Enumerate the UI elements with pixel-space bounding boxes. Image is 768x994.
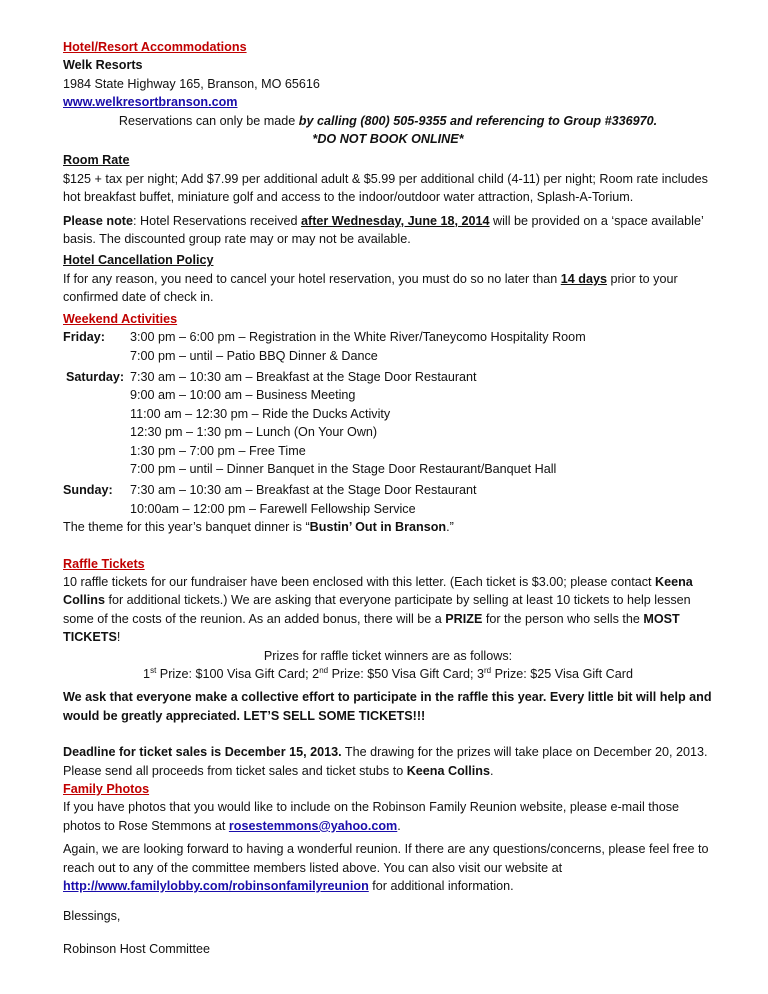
room-rate-text: $125 + tax per night; Add $7.99 per additional adult & $5.99 per additional child (4-11) per night; Room rate includes hot breakfast buffet, miniature golf and access to the indoor/outdoor water attraction, Splash-A-Torium. [63, 171, 708, 205]
note-date: after Wednesday, June 18, 2014 [301, 213, 490, 228]
raffle-text-c: for the person who sells the [482, 611, 644, 626]
activities-section [63, 310, 713, 537]
friday-items [130, 328, 713, 365]
email-link[interactable]: rosestemmons@yahoo.com [228, 818, 398, 833]
reservation-phone: by calling (800) 505-9355 and referencing to Group #336970. [298, 113, 658, 128]
hotel-name: Welk Resorts [63, 58, 143, 73]
prize2-text: Prize: $50 Visa Gift Card; [328, 667, 477, 681]
signoff-section [63, 907, 713, 958]
salutation: Blessings, [63, 909, 121, 924]
raffle-text-b: for additional tickets.) We are asking that everyone participate by selling at least 10 tickets to help lessen some of the costs of the reunion. As an added bonus, there will be a [63, 593, 691, 626]
photos-text-end: . [397, 818, 401, 833]
saturday-items [130, 368, 713, 478]
cancellation-heading: Hotel Cancellation Policy [63, 253, 214, 268]
raffle-prize-word: PRIZE [445, 611, 483, 626]
theme-text-end: .” [446, 520, 454, 535]
cancellation-text [63, 270, 713, 307]
cancellation-text-start: If for any reason, you need to cancel your hotel reservation, you must do so no later than [63, 271, 561, 286]
activities-heading: Weekend Activities [63, 311, 178, 326]
raffle-text-d: ! [116, 630, 121, 645]
prizes-intro: Prizes for raffle ticket winners are as follows: [263, 648, 513, 663]
saturday-schedule [63, 368, 713, 478]
note-label: Please note [63, 213, 133, 228]
photos-section [63, 780, 713, 895]
no-online-notice: *DO NOT BOOK ONLINE* [312, 132, 464, 147]
hotel-address: 1984 State Highway 165, Branson, MO 65616 [63, 76, 320, 91]
reservation-line [63, 112, 713, 130]
schedule-item: 10:00am – 12:00 pm – Farewell Fellowship Service [130, 501, 416, 516]
schedule-item: 9:00 am – 10:00 am – Business Meeting [130, 388, 356, 403]
schedule-item: 11:00 am – 12:30 pm – Ride the Ducks Activity [130, 406, 391, 421]
raffle-contact: Keena Collins [63, 574, 693, 608]
prizes-list [63, 665, 713, 683]
cancellation-text-end: prior to your confirmed date of check in. [63, 271, 678, 305]
closing-paragraph [63, 840, 713, 895]
prize1-sup: st [150, 665, 157, 675]
cancellation-section [63, 251, 713, 306]
raffle-text-a: 10 raffle tickets for our fundraiser have been enclosed with this letter. (Each ticket is $3.00; please contact [63, 574, 655, 589]
sunday-schedule [63, 481, 713, 518]
reservation-text: Reservations can only be made [118, 113, 299, 128]
prize3-text: Prize: $25 Visa Gift Card [491, 667, 633, 681]
sunday-label: Sunday: [63, 483, 113, 498]
theme-text: The theme for this year’s banquet dinner is “ [63, 520, 310, 535]
closing-text-end: for additional information. [368, 879, 514, 894]
friday-schedule [63, 328, 713, 365]
room-rate-heading: Room Rate [63, 153, 130, 168]
note-text: : Hotel Reservations received [133, 213, 301, 228]
friday-label: Friday: [63, 330, 105, 345]
deadline-end: . [489, 763, 494, 778]
prize1-text: Prize: $100 Visa Gift Card; [156, 667, 313, 681]
reunion-website-link[interactable]: http://www.familylobby.com/robinsonfamilyreunion [63, 879, 369, 894]
hotel-section [63, 38, 713, 148]
schedule-item: 12:30 pm – 1:30 pm – Lunch (On Your Own) [130, 425, 378, 440]
saturday-label: Saturday: [66, 369, 125, 384]
prize3-num: 3 [476, 667, 484, 681]
raffle-deadline [63, 743, 713, 780]
letter-body [63, 38, 713, 958]
schedule-item: 7:00 pm – until – Patio BBQ Dinner & Dance [130, 348, 378, 363]
theme-name: Bustin’ Out in Branson [309, 520, 447, 535]
prize1-num: 1 [143, 667, 151, 681]
prize2-num: 2 [312, 667, 320, 681]
sunday-items [130, 481, 713, 518]
please-note [63, 212, 713, 249]
raffle-heading: Raffle Tickets [63, 556, 145, 571]
photos-text-start: If you have photos that you would like to include on the Robinson Family Reunion website, please e-mail those photos to Rose Stemmons at [63, 800, 680, 833]
raffle-section [63, 555, 713, 780]
signature: Robinson Host Committee [63, 941, 210, 956]
photos-text [63, 798, 713, 835]
schedule-item: 3:00 pm – 6:00 pm – Registration in the White River/Taneycomo Hospitality Room [130, 330, 586, 345]
raffle-most-tickets: MOST TICKETS [63, 611, 680, 645]
photos-heading: Family Photos [63, 782, 150, 797]
raffle-appeal: We ask that everyone make a collective effort to participate in the raffle this year. Every little bit will help and would be greatly appreciated. LET’S SELL SOME TICKETS!!! [63, 690, 712, 723]
prize3-sup: rd [483, 665, 492, 675]
cancellation-days: 14 days [560, 271, 607, 286]
hotel-heading: Hotel/Resort Accommodations [63, 40, 247, 54]
closing-text-start: Again, we are looking forward to having a wonderful reunion. If there are any questions/concerns, please feel free to reach out to any of the committee members listed above. You can also visit our website at [63, 842, 709, 875]
prize2-sup: nd [319, 665, 329, 675]
hotel-website-link[interactable]: www.welkresortbranson.com [63, 95, 238, 110]
schedule-item: 7:30 am – 10:30 am – Breakfast at the Stage Door Restaurant [130, 369, 477, 384]
note-text-end: will be provided on a ‘space available’ basis. The discounted group rate may or may not be available. [63, 213, 704, 247]
raffle-intro [63, 573, 713, 647]
deadline-bold: Deadline for ticket sales is December 15, 2013. [63, 745, 342, 760]
banquet-theme [63, 518, 713, 536]
schedule-item: 7:30 am – 10:30 am – Breakfast at the Stage Door Restaurant [130, 483, 477, 498]
deadline-name: Keena Collins [406, 763, 490, 778]
schedule-item: 1:30 pm – 7:00 pm – Free Time [130, 443, 306, 458]
room-rate-section [63, 151, 713, 248]
deadline-text: The drawing for the prizes will take place on December 20, 2013. Please send all proceeds from ticket sales and ticket stubs to [63, 745, 708, 778]
schedule-item: 7:00 pm – until – Dinner Banquet in the Stage Door Restaurant/Banquet Hall [130, 461, 557, 476]
